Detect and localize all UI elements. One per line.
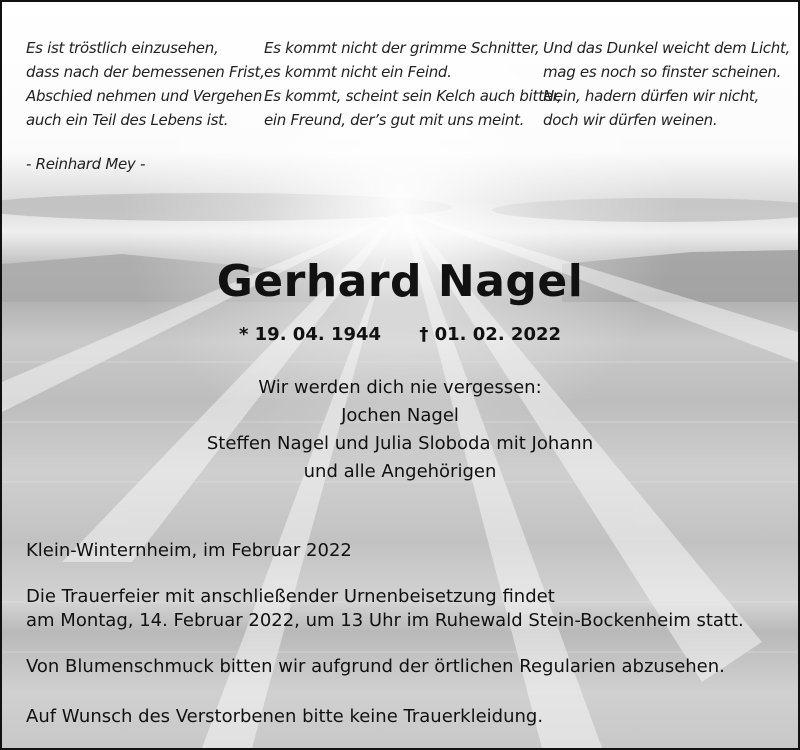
quote-stanza-3: [543, 36, 790, 132]
quote-line: Abschied nehmen und Vergehen: [26, 87, 263, 105]
quote-line: Nein, hadern dürfen wir nicht,: [543, 87, 759, 105]
ceremony-info: [26, 585, 744, 633]
dress-note: Auf Wunsch des Verstorbenen bitte keine Trauerkleidung.: [26, 706, 544, 727]
quote-line: Es kommt nicht der grimme Schnitter,: [264, 39, 540, 57]
quote-line: ein Freund, der’s gut mit uns meint.: [264, 111, 525, 129]
mourners-line: Jochen Nagel: [341, 405, 459, 426]
quote-line: Es kommt, scheint sein Kelch auch bitter,: [264, 87, 562, 105]
quote-author: - Reinhard Mey -: [26, 155, 146, 173]
mourners-line: Steffen Nagel und Julia Sloboda mit Johann: [206, 433, 594, 454]
life-dates: [2, 324, 798, 345]
quote-stanza-2: [264, 36, 562, 132]
quote-line: dass nach der bemessenen Frist,: [26, 63, 265, 81]
ceremony-line: Die Trauerfeier mit anschließender Urnenbeisetzung findet: [26, 586, 555, 607]
quote-line: mag es noch so finster scheinen.: [543, 63, 782, 81]
birth-date: * 19. 04. 1944: [238, 324, 382, 345]
quote-line: es kommt nicht ein Feind.: [264, 63, 452, 81]
quote-stanza-1: [26, 36, 265, 132]
quote-line: doch wir dürfen weinen.: [543, 111, 718, 129]
quote-line: Es ist tröstlich einzusehen,: [26, 39, 219, 57]
deceased-name: Gerhard Nagel: [216, 256, 584, 307]
flowers-note: Von Blumenschmuck bitten wir aufgrund der örtlichen Regularien abzusehen.: [26, 656, 725, 677]
quote-line: auch ein Teil des Lebens ist.: [26, 111, 229, 129]
ceremony-line: am Montag, 14. Februar 2022, um 13 Uhr im Ruhewald Stein-Bockenheim statt.: [26, 610, 744, 631]
mourners-line: und alle Angehörigen: [303, 461, 497, 482]
mourners-block: [2, 374, 798, 486]
death-date: † 01. 02. 2022: [419, 324, 562, 345]
quote-line: Und das Dunkel weicht dem Licht,: [543, 39, 791, 57]
mourners-line: Wir werden dich nie vergessen:: [258, 377, 542, 398]
place-date: Klein-Winternheim, im Februar 2022: [26, 540, 352, 561]
